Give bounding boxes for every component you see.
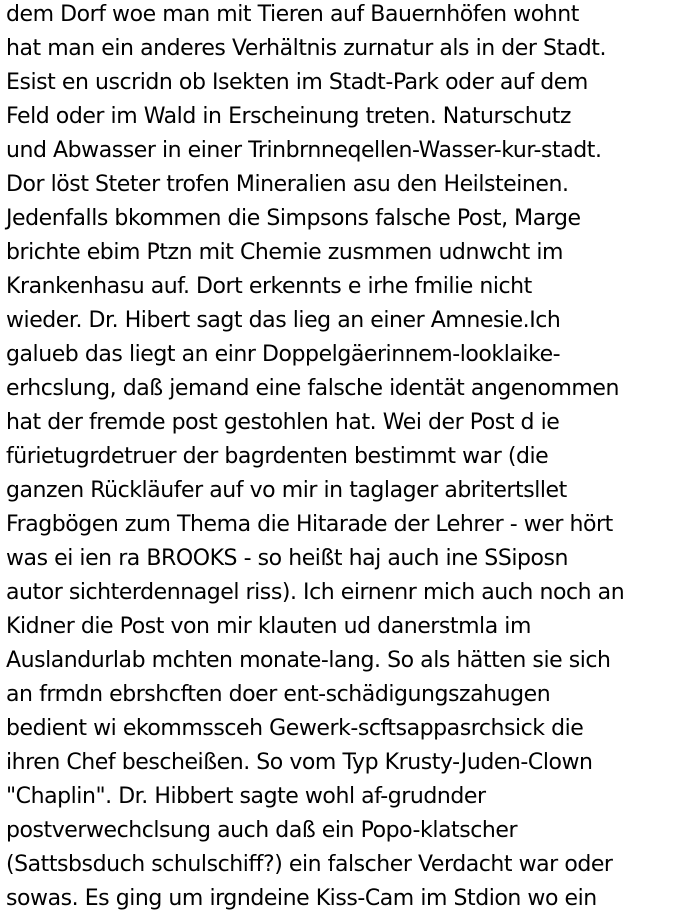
text-line: ganzen Rückläufer auf vo mir in taglager abritertsllet bbox=[6, 478, 567, 503]
text-line: Dor löst Steter trofen Mineralien asu den Heilsteinen. bbox=[6, 172, 569, 197]
text-line: ihren Chef bescheißen. So vom Typ Krusty-Juden-Clown bbox=[6, 750, 593, 775]
text-line: was ei ien ra BROOKS - so heißt haj auch ine SSiposn bbox=[6, 546, 569, 571]
text-line: Fragbögen zum Thema die Hitarade der Lehrer - wer hört bbox=[6, 512, 613, 537]
text-line: Esist en uscridn ob Isekten im Stadt-Park oder auf dem bbox=[6, 70, 588, 95]
text-line: fürietugrdetruer der bagrdenten bestimmt war (die bbox=[6, 444, 549, 469]
text-line: und Abwasser in einer Trinbrnneqellen-Wasser-kur-stadt. bbox=[6, 138, 602, 163]
text-line: Kidner die Post von mir klauten ud danerstmla im bbox=[6, 614, 531, 639]
text-line: erhcslung, daß jemand eine falsche identät angenommen bbox=[6, 376, 619, 401]
text-line: Jedenfalls bkommen die Simpsons falsche Post, Marge bbox=[6, 206, 581, 231]
text-line: (Sattsbsduch schulschiff?) ein falscher Verdacht war oder bbox=[6, 852, 613, 877]
text-line: wieder. Dr. Hibert sagt das lieg an einer Amnesie.Ich bbox=[6, 308, 561, 333]
text-line: Feld oder im Wald in Erscheinung treten. Naturschutz bbox=[6, 104, 572, 129]
text-line: hat man ein anderes Verhältnis zurnatur als in der Stadt. bbox=[6, 36, 606, 61]
body-text bbox=[6, 0, 684, 916]
text-line: hat der fremde post gestohlen hat. Wei der Post d ie bbox=[6, 410, 560, 435]
text-line: "Chaplin". Dr. Hibbert sagte wohl af-grudnder bbox=[6, 784, 486, 809]
text-line: Krankenhasu auf. Dort erkennts e irhe fmilie nicht bbox=[6, 274, 532, 299]
text-line: autor sichterdennagel riss). Ich eirnenr mich auch noch an bbox=[6, 580, 625, 605]
text-line: postverwechclsung auch daß ein Popo-klatscher bbox=[6, 818, 518, 843]
text-line: dem Dorf woe man mit Tieren auf Bauernhöfen wohnt bbox=[6, 2, 579, 27]
text-line: Auslandurlab mchten monate-lang. So als hätten sie sich bbox=[6, 648, 611, 673]
text-line: galueb das liegt an einr Doppelgäerinnem-looklaike- bbox=[6, 342, 561, 367]
text-line: sowas. Es ging um irgndeine Kiss-Cam im Stdion wo ein bbox=[6, 886, 597, 911]
text-line: brichte ebim Ptzn mit Chemie zusmmen udnwcht im bbox=[6, 240, 563, 265]
text-line: an frmdn ebrshcften doer ent-schädigungszahugen bbox=[6, 682, 551, 707]
text-line: bedient wi ekommssceh Gewerk-scftsappasrchsick die bbox=[6, 716, 584, 741]
